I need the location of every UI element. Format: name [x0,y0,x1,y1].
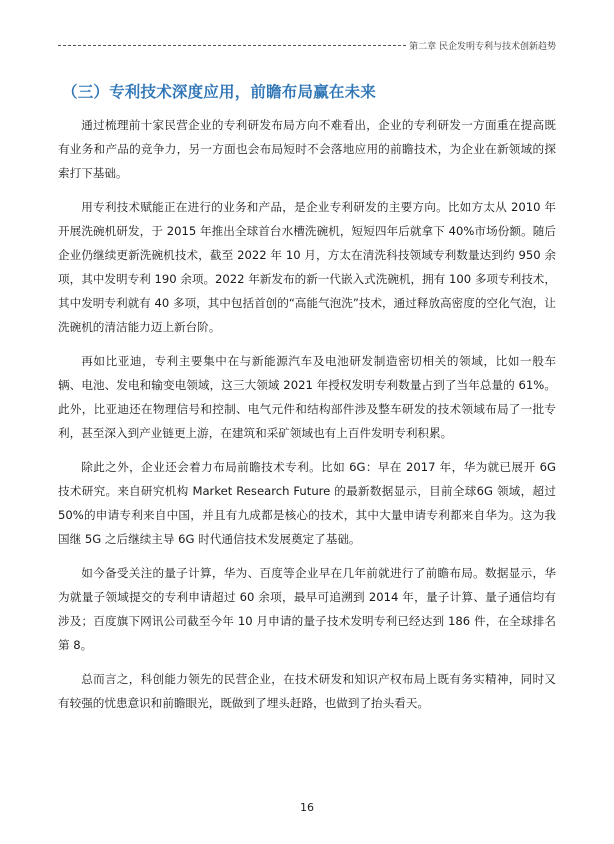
chapter-title: 第二章 民企发明专利与技术创新趋势 [409,41,556,52]
paragraph-byd: 再如比亚迪，专利主要集中在与新能源汽车及电池研发制造密切相关的领域，比如一般车辆、电池、发电和输变电领域，这三大领域 2021 年授权发明专利数量占到了当年总量的 61%。此外，比亚迪还在物理信号和控制、电气元件和结构部件涉及整车研发的技术领域布局了一批专利，甚至深入到产业链更上游，在建筑和采矿领域也有上百件发明专利积累。 [58,354,556,440]
paragraph-quantum: 如今备受关注的量子计算，华为、百度等企业早在几年前就进行了前瞻布局。数据显示，华为就量子领域提交的专利申请超过 60 余项，最早可追溯到 2014 年，量子计算、量子通信均有涉及；百度旗下网讯公司截至今年 10 月申请的量子技术发明专利已经达到 186 件，在全球排名第 8。 [58,566,556,652]
paragraph-6g: 除此之外，企业还会着力布局前瞻技术专利。比如 6G：早在 2017 年，华为就已展开 6G 技术研究。来自研究机构 Market Research Future 的最新数据显示，目前全球6G 领域，超过 50%的申请专利来自中国，并且有九成都是核心的技术，其中大量申请专利都来自华为。这为我国继 5G 之后继续主导 6G 时代通信技术发展奠定了基础。 [58,460,556,546]
header-dashed-rule [58,45,406,46]
paragraph-intro: 通过梳理前十家民营企业的专利研发布局方向不难看出，企业的专利研发一方面重在提高既有业务和产品的竞争力，另一方面也会布局短时不会落地应用的前瞻技术，为企业在新领域的探索打下基础。 [58,118,556,180]
body-text [58,113,556,725]
running-header [58,38,556,52]
paragraph-conclusion: 总而言之，科创能力领先的民营企业，在技术研发和知识产权布局上既有务实精神，同时又有较强的忧患意识和前瞻眼光，既做到了埋头赶路，也做到了抬头看天。 [58,672,556,710]
page-number: 16 [300,801,314,814]
section-heading: （三）专利技术深度应用，前瞻布局赢在未来 [62,83,377,101]
paragraph-fotile: 用专利技术赋能正在进行的业务和产品，是企业专利研发的主要方向。比如方太从 2010 年开展洗碗机研发，于 2015 年推出全球首台水槽洗碗机，短短四年后就拿下 40%市场份额。随后企业仍继续更新洗碗机技术，截至 2022 年 10 月，方太在清洗科技领域专利数量达到约 950 余项，其中发明专利 190 余项。2022 年新发布的新一代嵌入式洗碗机，拥有 100 多项专利技术，其中发明专利就有 40 多项，其中包括首创的“高能气泡洗”技术，通过释放高密度的空化气泡，让洗碗机的清洁能力迈上新台阶。 [58,200,556,334]
